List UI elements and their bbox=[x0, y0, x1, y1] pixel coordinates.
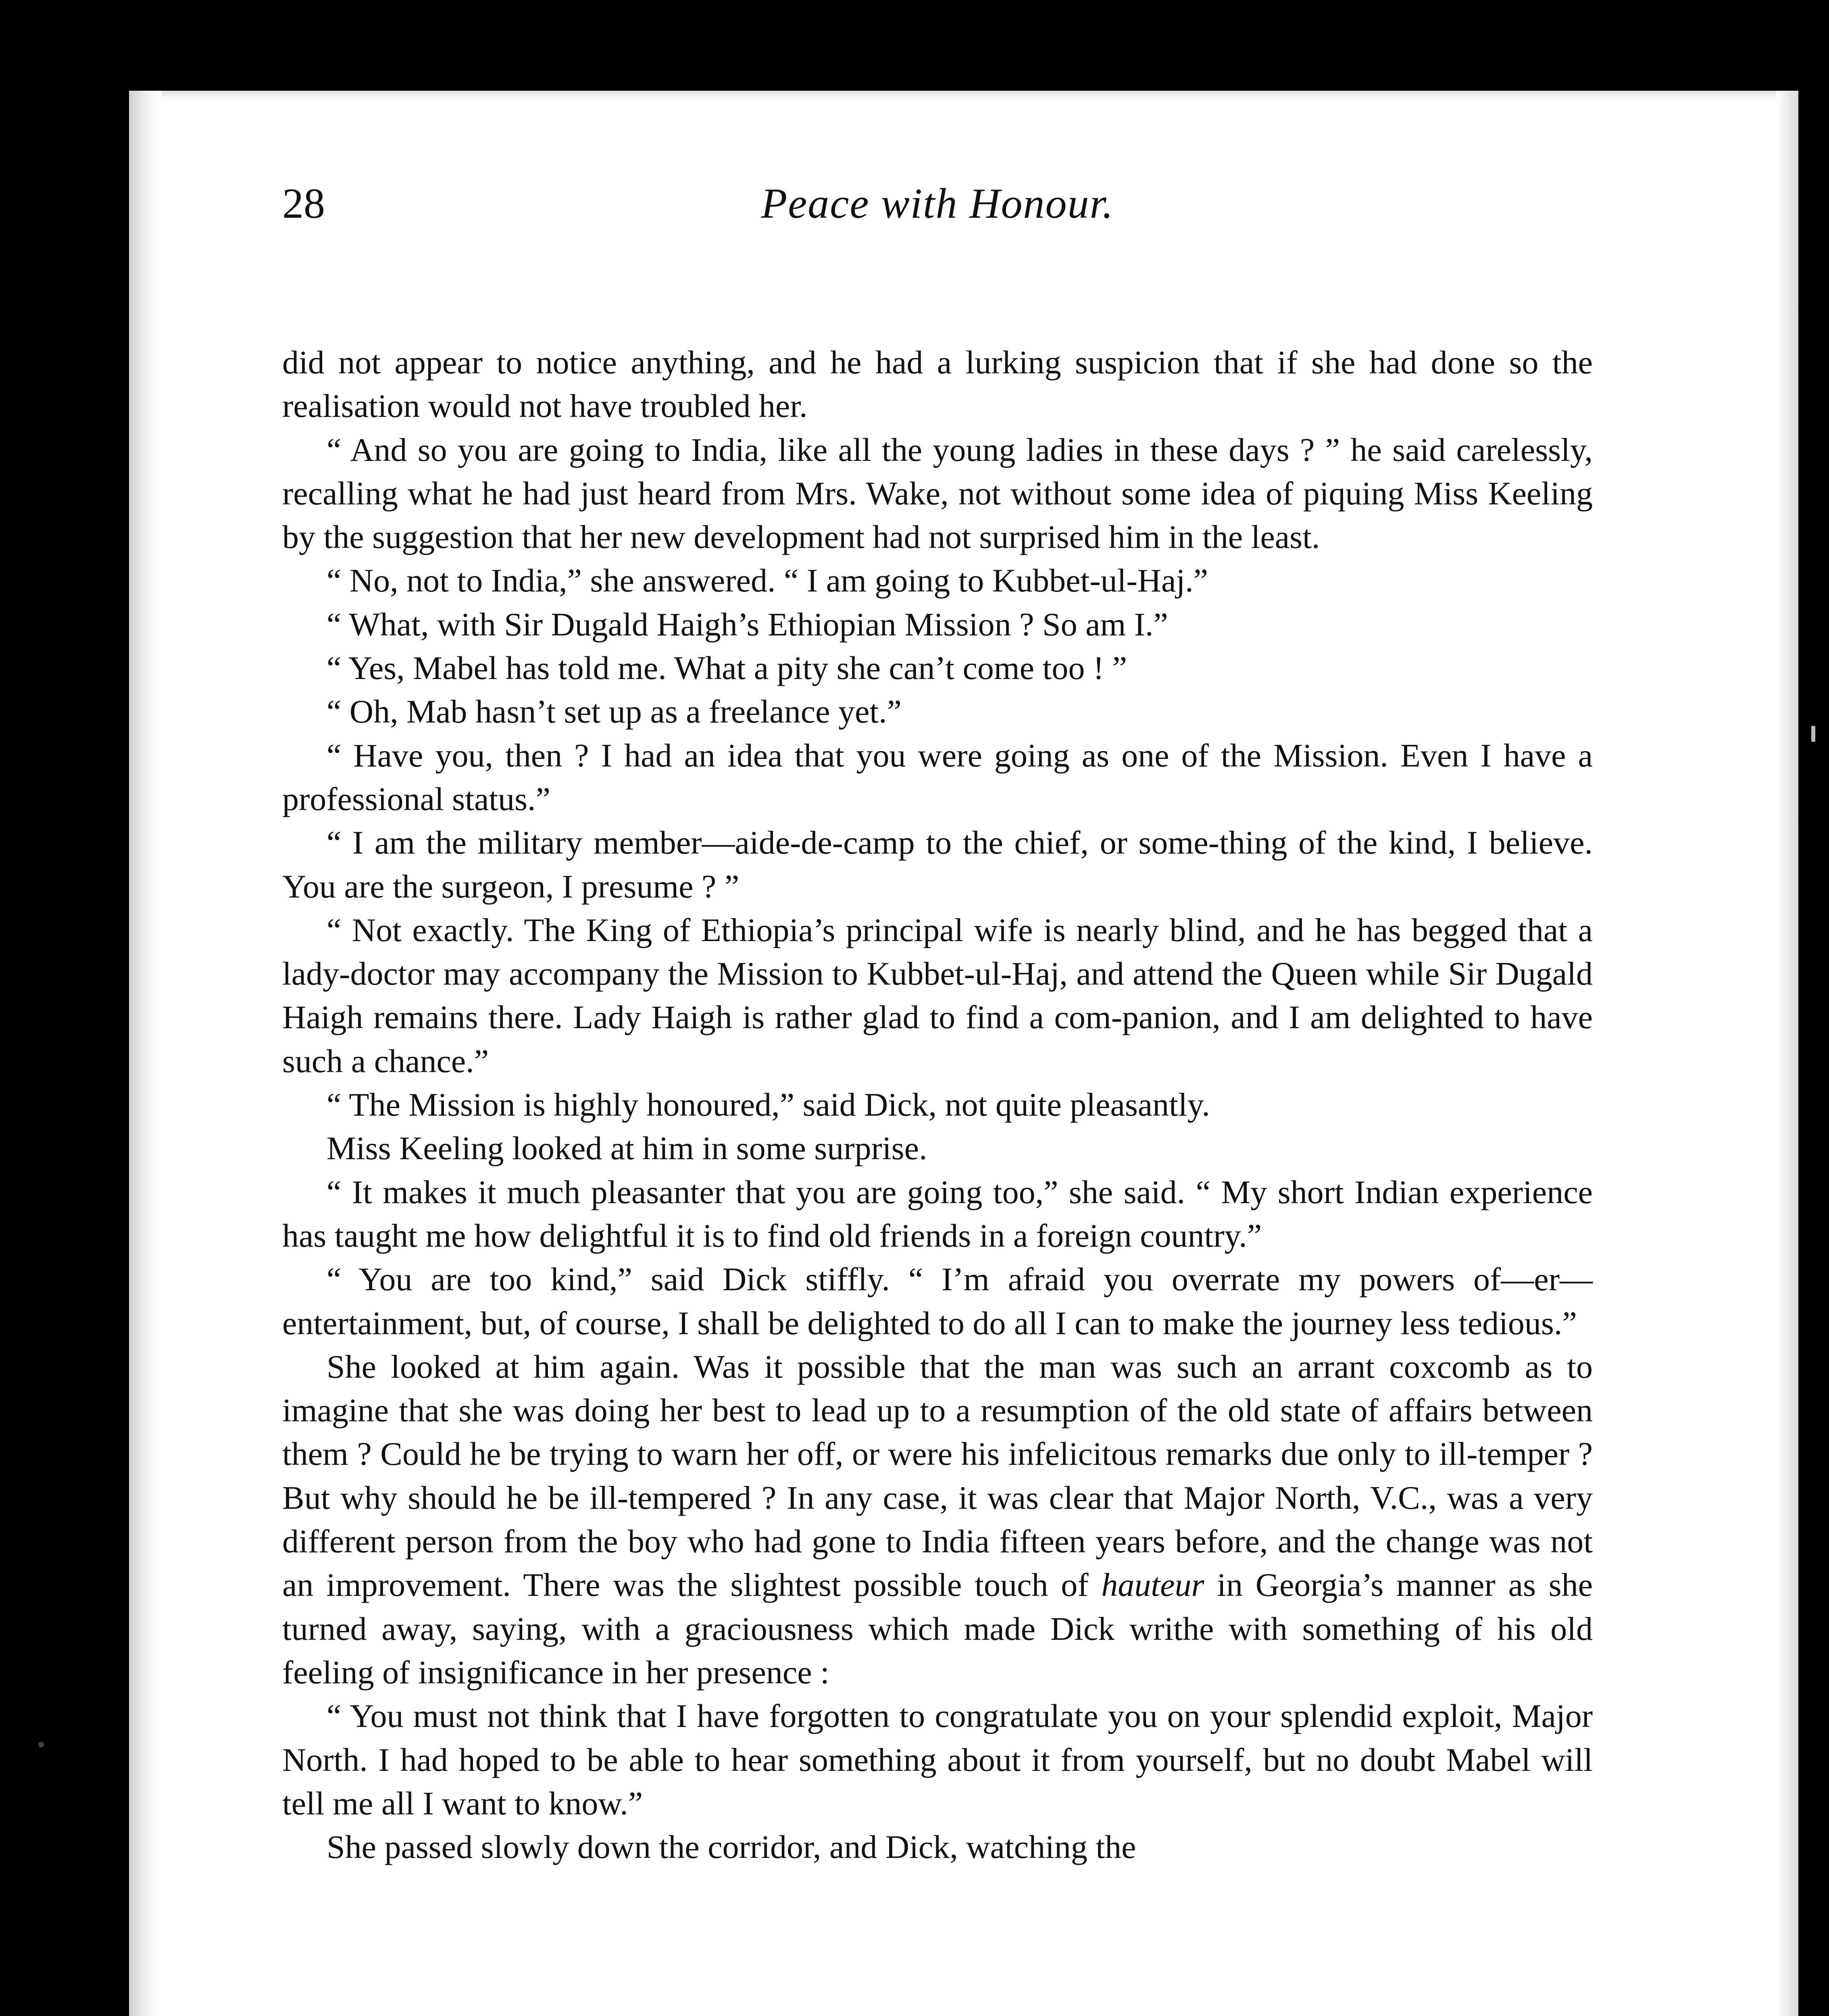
paragraph: “ The Mission is highly honoured,” said Dick, not quite pleasantly. bbox=[327, 1086, 1210, 1123]
page-edge bbox=[1776, 91, 1798, 2016]
paragraph: “ Not exactly. The King of Ethiopia’s principal wife is nearly blind, and he has begged that a lady-doctor may accompany the Mission to Kubbet-ul-Haj, and attend the Queen while Sir Dugald Haigh remains there. Lady Haigh is rather glad to find a com-panion, and I am delighted to have such a chance.” bbox=[282, 911, 1593, 1079]
page-number: 28 bbox=[282, 180, 325, 227]
paragraph: “ Oh, Mab hasn’t set up as a freelance yet.” bbox=[327, 693, 902, 730]
italic-word: hauteur bbox=[1101, 1566, 1204, 1604]
paragraph: “ Have you, then ? I had an idea that you were going as one of the Mission. Even I have a professional status.” bbox=[282, 737, 1593, 817]
paragraph: “ What, with Sir Dugald Haigh’s Ethiopian Mission ? So am I.” bbox=[327, 606, 1168, 643]
paragraph: Miss Keeling looked at him in some surprise. bbox=[327, 1130, 927, 1167]
paragraph bbox=[282, 1345, 1593, 1694]
scan-speck bbox=[1811, 726, 1815, 742]
paragraph: “ It makes it much pleasanter that you are going too,” she said. “ My short Indian experience has taught me how delightful it is to find old friends in a foreign country.” bbox=[282, 1173, 1593, 1254]
paragraph: “ No, not to India,” she answered. “ I am going to Kubbet-ul-Haj.” bbox=[327, 562, 1208, 599]
paragraph-text: in Georgia’s manner as she turned away, saying, with a graciousness which made Dick writhe with something of his old feeling of insignificance in her presence : bbox=[282, 1566, 1593, 1691]
scan-speck bbox=[38, 1742, 44, 1747]
paragraph-text: She looked at him again. Was it possible that the man was such an arrant coxcomb as to imagine that she was doing her best to lead up to a resumption of the old state of affairs between them ? Could he be trying to warn her off, or were his infelicitous remarks due only to ill-temper ? But why should he be ill-tempered ? In any case, it was clear that Major North, V.C., was a very different person from the boy who had gone to India fifteen years before, and the change was not an improvement. There was the slightest possible touch of bbox=[282, 1348, 1593, 1604]
paragraph: She passed slowly down the corridor, and Dick, watching the bbox=[327, 1829, 1136, 1866]
paragraph: “ You are too kind,” said Dick stiffly. “ I’m afraid you overrate my powers of—er—entertainment, but, of course, I shall be delighted to do all I can to make the journey less tedious.” bbox=[282, 1261, 1593, 1341]
body-text bbox=[282, 341, 1593, 1869]
paragraph: “ I am the military member—aide-de-camp to the chief, or some-thing of the kind, I believe. You are the surgeon, I presume ? ” bbox=[282, 824, 1593, 905]
paragraph: “ You must not think that I have forgotten to congratulate you on your splendid exploit, Major North. I had hoped to be able to hear something about it from yourself, but no doubt Mabel will tell me all I want to know.” bbox=[282, 1697, 1593, 1822]
paragraph: “ Yes, Mabel has told me. What a pity she can’t come too ! ” bbox=[327, 650, 1127, 687]
paragraph: did not appear to notice anything, and he had a lurking suspicion that if she had done so the realisation would not have troubled her. bbox=[282, 344, 1593, 425]
running-head bbox=[282, 173, 1593, 234]
page-title: Peace with Honour. bbox=[761, 180, 1114, 227]
page-spine-shadow bbox=[129, 91, 161, 2016]
paragraph: “ And so you are going to India, like all the young ladies in these days ? ” he said carelessly, recalling what he had just heard from Mrs. Wake, not without some idea of piquing Miss Keeling by the suggestion that her new development had not surprised him in the least. bbox=[282, 431, 1593, 556]
